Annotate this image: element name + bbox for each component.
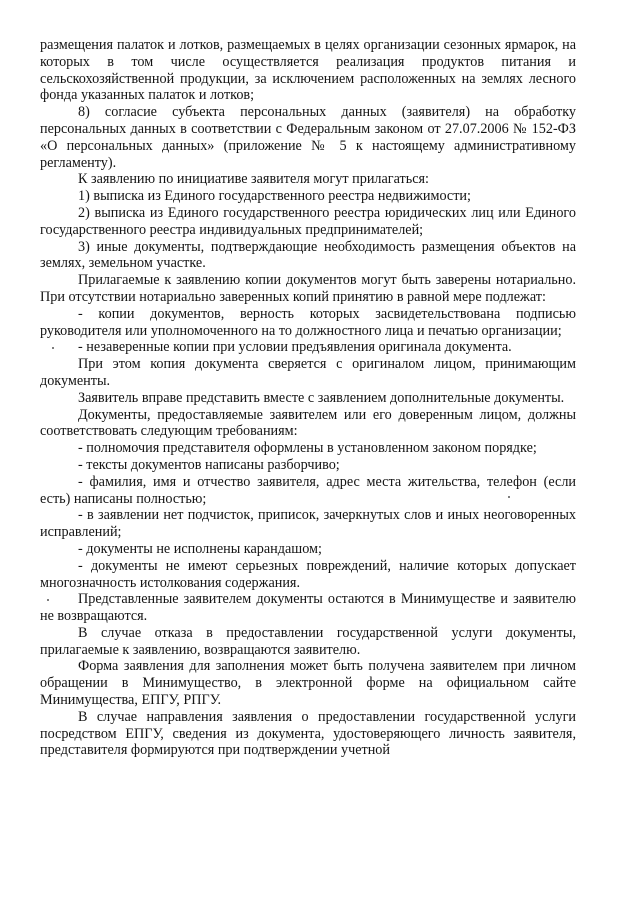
paragraph-copies: Прилагаемые к заявлению копии документов могут быть заверены нотариально. При отсутствии нотариально заверенных копий принятию в равной мере подлежат: — [40, 272, 576, 305]
paragraph-attachments-intro: К заявлению по инициативе заявителя могут прилагаться: — [78, 171, 429, 188]
paragraph-copies-uncertified: - незаверенные копии при условии предъявления оригинала документа. — [78, 339, 512, 356]
paragraph-req-no-damage: - документы не имеют серьезных повреждений, наличие которых допускает многозначность истолкования содержания. — [40, 557, 576, 591]
paragraph-req-no-corrections: - в заявлении нет подчисток, приписок, зачеркнутых слов и иных неоговоренных исправлений; — [40, 507, 576, 541]
paragraph-continuation: размещения палаток и лотков, размещаемых в целях организации сезонных ярмарок, на которых в том числе осуществляется реализация продуктов питания и сельскохозяйственной продукции, за исключением расположенных на землях лесного фонда указанных палаток и лотков; — [40, 37, 576, 104]
paragraph-refusal: В случае отказа в предоставлении государственной услуги документы, прилагаемые к заявлению, возвращаются заявителю. — [40, 624, 576, 658]
paragraph-item-2: 2) выписка из Единого государственного реестра юридических лиц или Единого государственного реестра индивидуальных предпринимателей; — [40, 204, 576, 238]
paragraph-item-3: 3) иные документы, подтверждающие необходимость размещения объектов на землях, земельном участке. — [40, 238, 576, 272]
paragraph-requirements-intro: Документы, предоставляемые заявителем или его доверенным лицом, должны соответствовать следующим требованиям: — [40, 406, 576, 440]
paragraph-epgu: В случае направления заявления о предоставлении государственной услуги посредством ЕПГУ, сведения из документа, удостоверяющего личность заявителя, представителя формируются при подтверждении учетной — [40, 708, 576, 759]
paragraph-req-legible: - тексты документов написаны разборчиво; — [78, 456, 340, 473]
paragraph-docs-retained: Представленные заявителем документы остаются в Минимуществе и заявителю не возвращаются. — [40, 591, 576, 625]
document-body — [40, 37, 576, 759]
paragraph-item-1: 1) выписка из Единого государственного реестра недвижимости; — [78, 188, 471, 205]
paragraph-req-no-pencil: - документы не исполнены карандашом; — [78, 540, 322, 557]
paragraph-copy-check: При этом копия документа сверяется с оригиналом лицом, принимающим документы. — [40, 356, 576, 389]
paragraph-item-8: 8) согласие субъекта персональных данных (заявителя) на обработку персональных данных в соответствии с Федеральным законом от 27.07.2006 № 152-ФЗ «О персональных данных» (приложение № 5 к настоящему административному регламенту). — [40, 104, 576, 171]
paragraph-req-authority: - полномочия представителя оформлены в установленном законом порядке; — [78, 440, 537, 457]
paragraph-additional-docs: Заявитель вправе представить вместе с заявлением дополнительные документы. — [78, 389, 565, 406]
paragraph-form-availability: Форма заявления для заполнения может быть получена заявителем при личном обращении в Минимущество, в электронной форме на официальном сайте Минимущества, ЕПГУ, РПГУ. — [40, 658, 576, 709]
paragraph-copies-certified: - копии документов, верность которых засвидетельствована подписью руководителя или уполномоченного на то должностного лица и печатью организации; — [40, 305, 576, 339]
paragraph-req-full-name: - фамилия, имя и отчество заявителя, адрес места жительства, телефон (если есть) написаны полностью; — [40, 473, 576, 507]
